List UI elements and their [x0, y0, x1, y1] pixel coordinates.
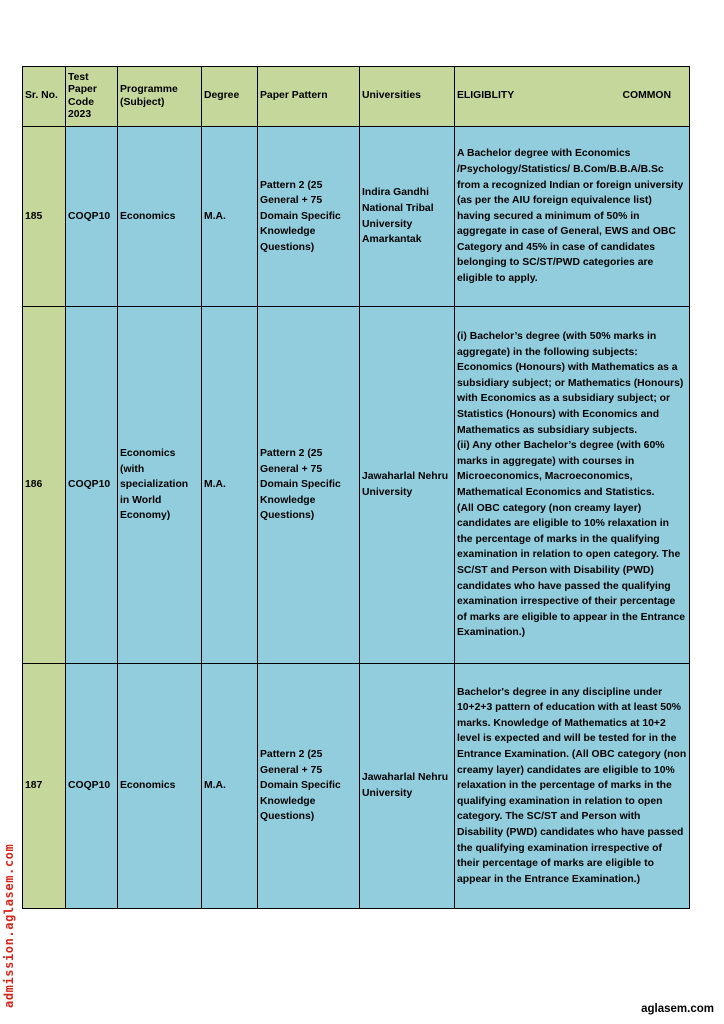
header-universities: Universities: [360, 67, 455, 127]
row-eligibility: A Bachelor degree with Economics /Psychology/Statistics/ B.Com/B.B.A/B.Sc from a recognized Indian or foreign university (as per the AIU foreign equivalence list) having secured a minimum of 50% in aggregate in case of General, EWS and OBC Category and 45% in case of candidates belonging to SC/ST/PWD categories are eligible to apply.: [455, 127, 690, 307]
table-row: [23, 127, 690, 307]
row-degree: M.A.: [202, 307, 258, 664]
row-degree: M.A.: [202, 664, 258, 909]
table-row: [23, 307, 690, 664]
row-sr-no: 185: [23, 127, 66, 307]
row-degree: M.A.: [202, 127, 258, 307]
eligibility-table: [22, 66, 690, 909]
watermark-text: admission.aglasem.com: [2, 843, 16, 1008]
row-paper-code: COQP10: [66, 307, 118, 664]
header-paper-code: Test Paper Code 2023: [66, 67, 118, 127]
header-degree: Degree: [202, 67, 258, 127]
row-university: Jawaharlal Nehru University: [360, 664, 455, 909]
row-paper-code: COQP10: [66, 127, 118, 307]
row-programme: Economics: [118, 664, 202, 909]
row-programme: Economics (with specialization in World Economy): [118, 307, 202, 664]
row-sr-no: 186: [23, 307, 66, 664]
row-university: Jawaharlal Nehru University: [360, 307, 455, 664]
footer-site-name: aglasem.com: [641, 1003, 714, 1015]
row-paper-code: COQP10: [66, 664, 118, 909]
header-programme: Programme (Subject): [118, 67, 202, 127]
row-paper-pattern: Pattern 2 (25 General + 75 Domain Specific Knowledge Questions): [258, 307, 360, 664]
row-sr-no: 187: [23, 664, 66, 909]
header-eligibility-label: ELIGIBLITY: [457, 90, 515, 102]
row-eligibility: (i) Bachelor’s degree (with 50% marks in aggregate) in the following subjects: Economics (Honours) with Mathematics as a subsidiary subject; or Mathematics (Honours) with Economics as a subsidiary subject; or Statistics (Honours) with Economics and Mathematics as subsidiary subjects. (ii) Any other Bachelor’s degree (with 60% marks in aggregate) with courses in Microeconomics, Macroeconomics, Mathematical Economics and Statistics. (All OBC category (non creamy layer) candidates are eligible to 10% relaxation in the percentage of marks in the qualifying examination in relation to open category. The SC/ST and Person with Disability (PWD) candidates who have passed the qualifying examination irrespective of their percentage of marks are eligible to appear in the Entrance Examination.): [455, 307, 690, 664]
row-eligibility: Bachelor's degree in any discipline under 10+2+3 pattern of education with at least 50% marks. Knowledge of Mathematics at 10+2 level is expected and will be tested for in the Entrance Examination. (All OBC category (non creamy layer) candidates are eligible to 10% relaxation in the percentage of marks in the qualifying examination in relation to open category. The SC/ST and Person with Disability (PWD) candidates who have passed the qualifying examination irrespective of their percentage of marks are eligible to appear in the Entrance Examination.): [455, 664, 690, 909]
row-paper-pattern: Pattern 2 (25 General + 75 Domain Specific Knowledge Questions): [258, 127, 360, 307]
row-paper-pattern: Pattern 2 (25 General + 75 Domain Specific Knowledge Questions): [258, 664, 360, 909]
header-common-label: COMMON: [622, 90, 671, 102]
row-university: Indira Gandhi National Tribal University Amarkantak: [360, 127, 455, 307]
table-row: [23, 664, 690, 909]
header-sr-no: Sr. No.: [23, 67, 66, 127]
header-eligibility: [455, 67, 690, 127]
header-paper-pattern: Paper Pattern: [258, 67, 360, 127]
table-header-row: [23, 67, 690, 127]
row-programme: Economics: [118, 127, 202, 307]
